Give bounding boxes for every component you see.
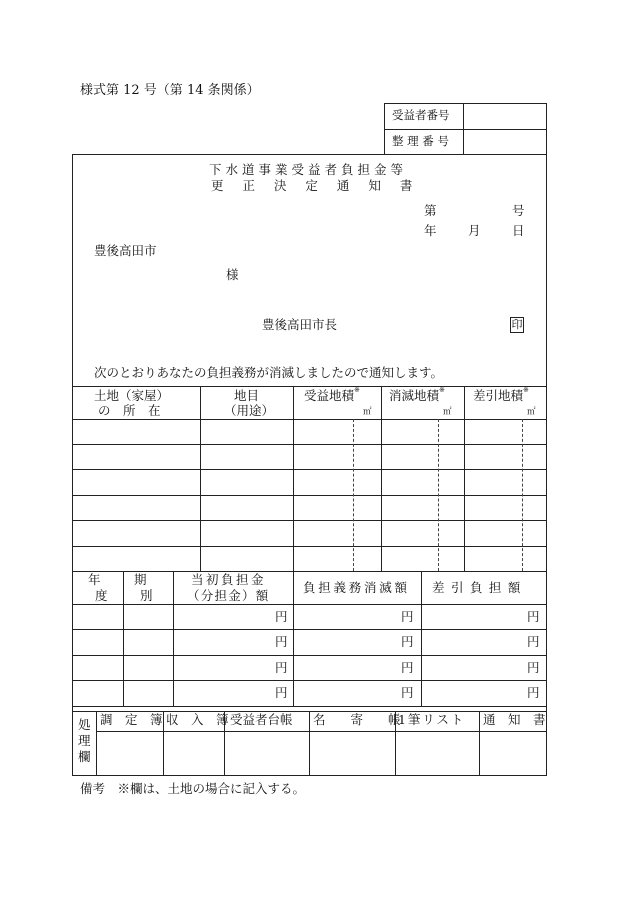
yen-unit: 円 <box>527 609 540 624</box>
col-extinct-amount: 負担義務消滅額 <box>303 580 410 595</box>
document-no-prefix: 第 <box>424 203 437 218</box>
unit-extinct-area: ㎡ <box>443 407 452 417</box>
col-year-line2: 度 <box>95 588 108 603</box>
yen-unit: 円 <box>275 660 288 675</box>
yen-unit: 円 <box>527 634 540 649</box>
processing-label-3: 欄 <box>78 749 91 764</box>
yen-unit: 円 <box>527 685 540 700</box>
document-title-line1: 下水道事業受益者負担金等 <box>209 162 408 177</box>
col-year-line1: 年 <box>88 572 101 587</box>
yen-unit: 円 <box>275 609 288 624</box>
unit-diff-area: ㎡ <box>527 407 536 417</box>
yen-unit: 円 <box>401 660 414 675</box>
yen-unit: 円 <box>275 685 288 700</box>
col-initial-line2: （分担金）額 <box>187 588 270 603</box>
date-day: 日 <box>512 223 525 238</box>
issuer-name: 豊後高田市長 <box>262 317 338 332</box>
col-initial-line1: 当初負担金 <box>191 572 267 587</box>
col-category-line1: 地目 <box>234 388 260 403</box>
col-period-line2: 別 <box>140 588 153 603</box>
col-benefit-area: 受益地積※ <box>304 386 360 403</box>
processing-col-parcel-list: 1筆リスト <box>398 712 466 727</box>
date-year: 年 <box>424 223 437 238</box>
unit-benefit-area: ㎡ <box>363 407 372 417</box>
col-period-line1: 期 <box>134 572 147 587</box>
document-title-line2: 更 正 決 定 通 知 書 <box>211 178 420 193</box>
yen-unit: 円 <box>401 634 414 649</box>
reference-number-value[interactable] <box>468 132 542 152</box>
reference-number-label: 整 理 番 号 <box>392 134 449 148</box>
date-month: 月 <box>468 223 481 238</box>
col-extinct-area: 消滅地積※ <box>389 386 445 403</box>
processing-col-name-register: 名 寄 帳 <box>313 712 401 727</box>
yen-unit: 円 <box>275 634 288 649</box>
form-number: 様式第 12 号（第 14 条関係） <box>80 83 260 98</box>
col-location-line1: 土地（家屋） <box>94 388 170 403</box>
document-no-suffix: 号 <box>512 203 525 218</box>
processing-label-2: 理 <box>78 733 91 748</box>
yen-unit: 円 <box>401 685 414 700</box>
seal-mark: 印 <box>511 318 523 331</box>
col-location-line2: の 所 在 <box>98 403 161 418</box>
col-diff-amount: 差 引 負 担 額 <box>432 580 522 595</box>
processing-col-ledger: 調 定 簿 <box>100 712 163 727</box>
processing-col-receipts: 収 入 簿 <box>166 712 229 727</box>
beneficiary-number-label: 受益者番号 <box>392 108 450 122</box>
col-category-line2: （用途） <box>224 403 275 418</box>
remarks: 備考 ※欄は、土地の場合に記入する。 <box>80 781 306 796</box>
beneficiary-number-value[interactable] <box>468 106 542 126</box>
recipient-honorific: 様 <box>226 267 239 282</box>
processing-col-beneficiary-register: 受益者台帳 <box>230 712 293 727</box>
processing-label-1: 処 <box>78 717 91 732</box>
col-diff-area: 差引地積※ <box>473 386 529 403</box>
yen-unit: 円 <box>401 609 414 624</box>
notice-message: 次のとおりあなたの負担義務が消滅しましたので通知します。 <box>94 365 444 380</box>
recipient-city: 豊後高田市 <box>94 243 157 258</box>
yen-unit: 円 <box>527 660 540 675</box>
processing-col-notice: 通 知 書 <box>483 712 546 727</box>
